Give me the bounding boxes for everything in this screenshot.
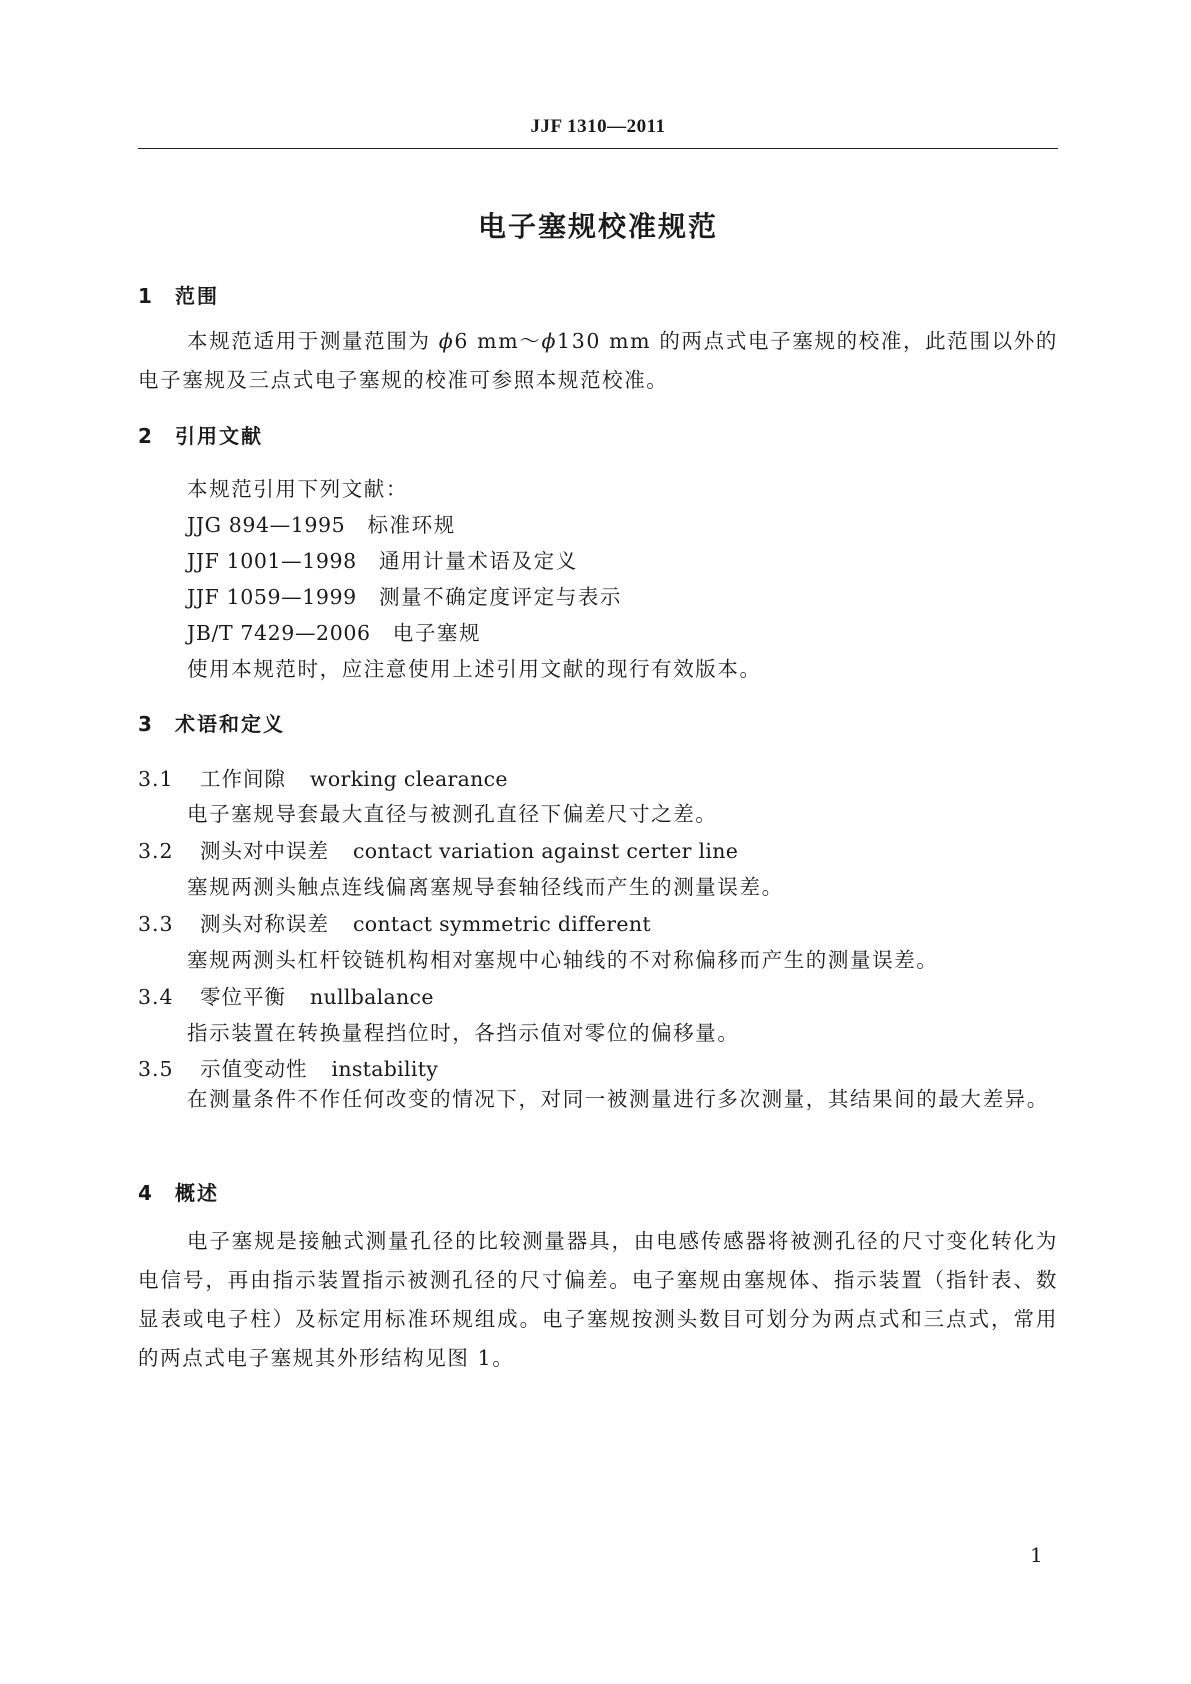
term-definition: 电子塞规导套最大直径与被测孔直径下偏差尺寸之差。 <box>187 802 718 826</box>
term-number: 3.3 <box>138 912 174 936</box>
reference-name: 通用计量术语及定义 <box>378 549 578 573</box>
section-4-paragraph: 电子塞规是接触式测量孔径的比较测量器具，由电感传感器将被测孔径的尺寸变化转化为电信号，再由指示装置指示被测孔径的尺寸偏差。电子塞规由塞规体、指示装置（指针表、数显表或电子柱）及标定用标准环规组成。电子塞规按测头数目可划分为两点式和三点式，常用的两点式电子塞规其外形结构见图 1。 <box>138 1229 1058 1370</box>
page-title: 电子塞规校准规范 <box>477 210 718 243</box>
text-run: 本规范适用于测量范围为 <box>187 329 439 353</box>
term-name: 测头对中误差 <box>200 839 329 863</box>
reference-name: 测量不确定度评定与表示 <box>378 585 623 609</box>
term-number: 3.1 <box>138 767 174 791</box>
term-heading-3-1 <box>138 762 508 792</box>
term-english: working clearance <box>310 767 508 791</box>
term-definition: 指示装置在转换量程挡位时，各挡示值对零位的偏移量。 <box>187 1021 740 1045</box>
section-title: 引用文献 <box>175 424 263 448</box>
reference-item <box>187 580 622 610</box>
section-number: 3 <box>138 712 154 736</box>
term-number: 3.2 <box>138 839 174 863</box>
section-heading-1 <box>138 280 219 309</box>
term-definition: 在测量条件不作任何改变的情况下，对同一被测量进行多次测量，其结果间的最大差异。 <box>187 1087 1049 1111</box>
term-number: 3.5 <box>138 1057 174 1081</box>
section-title: 概述 <box>175 1181 219 1205</box>
phi-symbol: ϕ <box>541 329 558 353</box>
term-heading-3-5 <box>138 1052 438 1082</box>
references-intro: 本规范引用下列文献： <box>187 477 408 501</box>
reference-item <box>187 508 456 538</box>
term-english: contact symmetric different <box>353 912 651 936</box>
reference-name: 标准环规 <box>367 513 456 537</box>
term-definition: 塞规两测头杠杆铰链机构相对塞规中心轴线的不对称偏移而产生的测量误差。 <box>187 948 939 972</box>
term-english: contact variation against certer line <box>353 839 739 863</box>
term-number: 3.4 <box>138 985 174 1009</box>
running-header: JJF 1310—2011 <box>530 116 666 137</box>
term-heading-3-3 <box>138 907 651 937</box>
term-definition: 塞规两测头触点连线偏离塞规导套轴径线而产生的测量误差。 <box>187 875 784 899</box>
page-number: 1 <box>1030 1543 1043 1567</box>
reference-code: JJG 894—1995 <box>187 513 346 537</box>
term-name: 示值变动性 <box>200 1057 308 1081</box>
term-english: nullbalance <box>310 985 434 1009</box>
section-heading-4 <box>138 1177 219 1206</box>
section-title: 术语和定义 <box>175 712 285 736</box>
term-heading-3-2 <box>138 834 738 864</box>
reference-item <box>187 544 578 574</box>
reference-name: 电子塞规 <box>392 621 482 645</box>
reference-code: JB/T 7429—2006 <box>187 621 371 645</box>
section-number: 1 <box>138 284 154 308</box>
term-name: 工作间隙 <box>200 767 286 791</box>
section-heading-3 <box>138 708 285 737</box>
section-number: 2 <box>138 424 154 448</box>
section-title: 范围 <box>175 284 219 308</box>
text-run: 6 mm～ <box>454 329 542 353</box>
section-1-paragraph <box>138 322 1058 400</box>
phi-symbol: ϕ <box>438 329 455 353</box>
term-name: 零位平衡 <box>200 985 286 1009</box>
text-run: 130 mm 的两点式电子塞规的校准，此范围以外的电子塞规及三点式电子塞规的校准可参照本规范校准。 <box>138 329 1059 392</box>
section-number: 4 <box>138 1181 154 1205</box>
reference-code: JJF 1059—1999 <box>187 585 357 609</box>
reference-item <box>187 616 481 646</box>
term-heading-3-4 <box>138 980 434 1010</box>
section-heading-2 <box>138 420 263 449</box>
term-english: instability <box>331 1057 439 1081</box>
reference-code: JJF 1001—1998 <box>187 549 357 573</box>
references-closing: 使用本规范时，应注意使用上述引用文献的现行有效版本。 <box>187 657 762 681</box>
header-rule <box>138 148 1058 149</box>
term-name: 测头对称误差 <box>200 912 329 936</box>
